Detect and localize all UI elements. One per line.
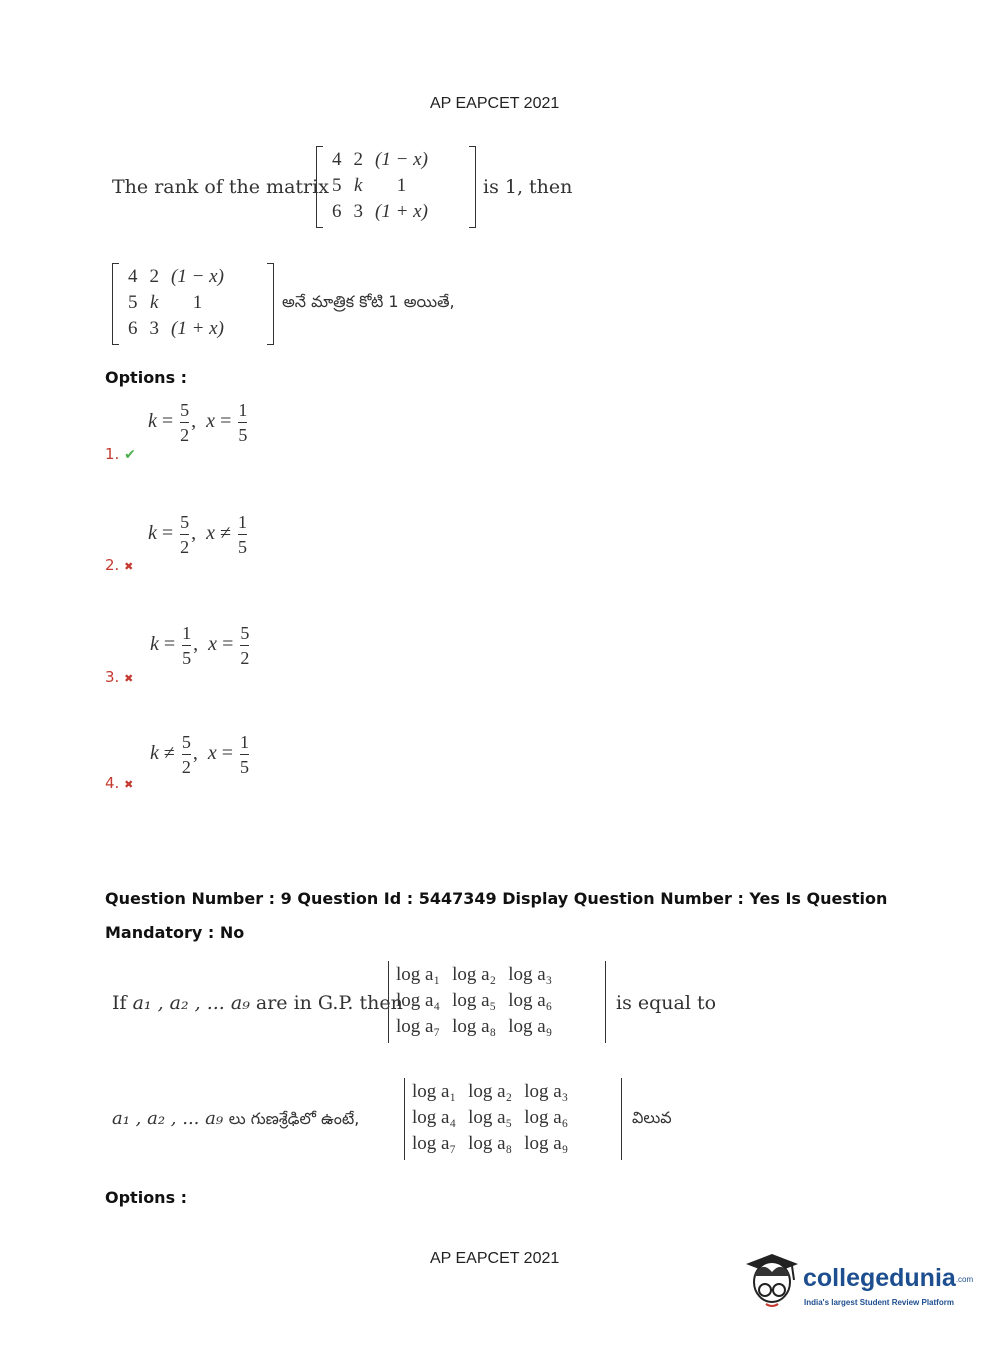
q8-option-1-number: 1. ✔	[105, 445, 136, 463]
det-cell: log a₄	[412, 1107, 457, 1128]
q9-text-en-lead: If a₁ , a₂ , ... a₉ are in G.P. then	[112, 992, 403, 1014]
q9-meta-line2: Mandatory : No	[105, 923, 245, 942]
correct-check-icon: ✔	[124, 447, 136, 463]
wrong-cross-icon: ✖	[124, 672, 134, 685]
q9-text-te-lead: a₁ , a₂ , ... a₉ లు గుణశ్రేఢిలో ఉంటే,	[112, 1108, 360, 1129]
matrix-cell: (1 + x)	[171, 318, 224, 339]
matrix-cell: 4	[332, 149, 342, 170]
q9-text-en-suffix: is equal to	[616, 992, 717, 1014]
q8-options-label: Options :	[105, 368, 188, 387]
det-cell: log a₉	[524, 1133, 569, 1154]
matrix-cell: k	[354, 175, 363, 196]
q8-option-4-number: 4. ✖	[105, 774, 134, 792]
q8-option-2-expr: k = $\frac{5}{2}$ , x ≠ $\frac{1}{5}$	[148, 512, 248, 557]
q8-text-te: అనే మాత్రిక కోటి 1 అయితే,	[282, 292, 455, 311]
q9-meta-line1: Question Number : 9 Question Id : 5447349 Display Question Number : Yes Is Question	[105, 889, 888, 908]
q8-option-3-number: 3. ✖	[105, 668, 134, 686]
matrix-cell: 6	[332, 201, 342, 222]
collegedunia-logo-text: collegedunia.com	[803, 1264, 974, 1292]
det-cell: log a₈	[468, 1133, 513, 1154]
q8-text-en-suffix: is 1, then	[483, 176, 573, 198]
wrong-cross-icon: ✖	[124, 778, 134, 791]
q8-option-4-expr: k ≠ $\frac{5}{2}$ , x = $\frac{1}{5}$	[150, 732, 250, 777]
det-cell: log a₆	[508, 990, 553, 1011]
det-cell: log a₄	[396, 990, 441, 1011]
matrix-cell: 2	[149, 266, 159, 287]
matrix-cell: 1	[396, 175, 407, 196]
matrix-cell: (1 − x)	[375, 149, 428, 170]
det-cell: log a₃	[524, 1081, 569, 1102]
det-cell: log a₂	[452, 964, 497, 985]
matrix-cell: k	[150, 292, 159, 313]
det-cell: log a₁	[396, 964, 441, 985]
q9-determinant-en	[388, 961, 606, 1043]
wrong-cross-icon: ✖	[124, 560, 134, 573]
det-cell: log a₂	[468, 1081, 513, 1102]
q8-matrix-en	[316, 146, 476, 228]
det-cell: log a₈	[452, 1016, 497, 1037]
det-cell: log a₃	[508, 964, 553, 985]
page-header: AP EAPCET 2021	[430, 95, 560, 112]
matrix-cell: 6	[128, 318, 138, 339]
q9-options-label: Options :	[105, 1188, 188, 1207]
matrix-cell: (1 − x)	[171, 266, 224, 287]
matrix-cell: 5	[128, 292, 138, 313]
page-footer: AP EAPCET 2021	[430, 1250, 560, 1267]
matrix-cell: 1	[192, 292, 203, 313]
det-cell: log a₉	[508, 1016, 553, 1037]
det-cell: log a₁	[412, 1081, 457, 1102]
q8-text-en-prefix: The rank of the matrix	[112, 176, 329, 198]
matrix-cell: (1 + x)	[375, 201, 428, 222]
q9-determinant-te	[404, 1078, 622, 1160]
q8-option-2-number: 2. ✖	[105, 556, 134, 574]
matrix-cell: 4	[128, 266, 138, 287]
matrix-cell: 2	[353, 149, 363, 170]
matrix-cell: 5	[332, 175, 342, 196]
det-cell: log a₆	[524, 1107, 569, 1128]
det-cell: log a₇	[396, 1016, 441, 1037]
det-cell: log a₇	[412, 1133, 457, 1154]
q8-matrix-te	[112, 263, 274, 345]
q8-option-1-expr: k = $\frac{5}{2}$ , x = $\frac{1}{5}$	[148, 400, 248, 445]
collegedunia-tagline: India's largest Student Review Platform	[804, 1298, 954, 1307]
collegedunia-mascot-icon	[742, 1250, 802, 1310]
det-cell: log a₅	[468, 1107, 513, 1128]
matrix-cell: 3	[149, 318, 159, 339]
q9-text-te-suffix: విలువ	[632, 1108, 672, 1127]
det-cell: log a₅	[452, 990, 497, 1011]
matrix-cell: 3	[353, 201, 363, 222]
q8-option-3-expr: k = $\frac{1}{5}$ , x = $\frac{5}{2}$	[150, 623, 250, 668]
